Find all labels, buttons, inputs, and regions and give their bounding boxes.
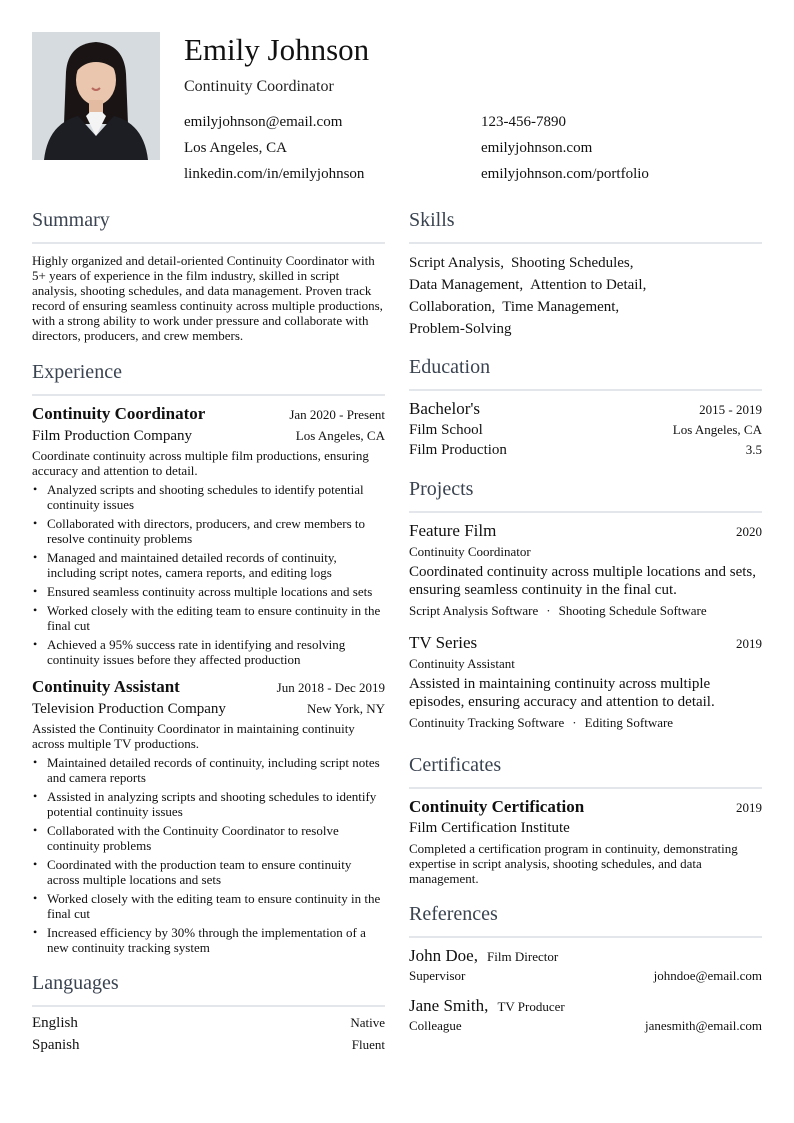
reference-relation: Colleague: [409, 1018, 462, 1033]
skills-list: [409, 252, 762, 340]
summary-text: Highly organized and detail-oriented Continuity Coordinator with 5+ years of experience in the film industry, skilled in script analysis, shooting schedules, and data management. Proven track record of ensuring seamless continuity across multiple productions, with a strong ability to work under pressure and collaborate with directors, producers, and crew members.: [32, 253, 383, 343]
summary-heading: Summary: [32, 206, 385, 244]
project-entry: [409, 521, 762, 619]
education-heading: Education: [409, 353, 762, 391]
projects-heading: Projects: [409, 475, 762, 513]
job-description: Coordinate continuity across multiple film productions, ensuring accuracy and attention to detail.: [32, 448, 369, 478]
website-link[interactable]: emilyjohnson.com: [481, 140, 593, 156]
skill-item: Data Management,: [409, 277, 524, 293]
project-description: Coordinated continuity across multiple locations and sets, ensuring seamless continuity in the final cut.: [409, 564, 757, 598]
reference-name: John Doe,: [409, 946, 478, 965]
job-location: New York, NY: [306, 701, 385, 716]
experience-heading: Experience: [32, 358, 385, 396]
job-company: Television Production Company: [32, 701, 226, 717]
skill-item: Attention to Detail,: [530, 277, 647, 293]
job-bullet: • Increased efficiency by 30% through the implementation of a new continuity tracking system: [32, 925, 385, 955]
project-tools: [409, 603, 762, 619]
right-column: [409, 206, 762, 1034]
separator-dot: ·: [546, 603, 551, 618]
email-link[interactable]: emilyjohnson@email.com: [184, 114, 343, 130]
certificate-year: 2019: [736, 800, 762, 815]
project-role: Continuity Assistant: [409, 656, 515, 671]
skill-item: Script Analysis,: [409, 255, 505, 271]
language-level: Fluent: [351, 1037, 385, 1052]
experience-section: [32, 358, 385, 955]
project-year: 2019: [736, 636, 762, 651]
skill-item: Shooting Schedules,: [511, 255, 634, 271]
job-location: Los Angeles, CA: [295, 428, 385, 443]
job-bullet: • Collaborated with directors, producers, and crew members to resolve continuity problems: [32, 516, 385, 546]
job-bullet: • Collaborated with the Continuity Coordinator to resolve continuity problems: [32, 823, 385, 853]
education-degree: Bachelor's: [409, 399, 481, 418]
education-school: Film School: [409, 422, 483, 438]
job-bullet: • Worked closely with the editing team to ensure continuity in the final cut: [32, 891, 385, 921]
certificates-section: [409, 751, 762, 886]
job-company: Film Production Company: [32, 428, 193, 444]
profile-photo: [32, 32, 160, 160]
project-tools: [409, 715, 762, 731]
references-section: [409, 900, 762, 1034]
education-gpa: 3.5: [745, 442, 762, 457]
job-bullet: • Assisted in analyzing scripts and shooting schedules to identify potential continuity issues: [32, 789, 385, 819]
candidate-name: Emily Johnson: [184, 32, 370, 67]
summary-section: [32, 206, 385, 343]
languages-section: [32, 969, 385, 1054]
job-description: Assisted the Continuity Coordinator in maintaining continuity across multiple TV productions.: [32, 721, 355, 751]
skill-item: Time Management,: [502, 299, 620, 315]
projects-section: [409, 475, 762, 731]
job-bullets: [32, 755, 385, 955]
references-heading: References: [409, 900, 762, 938]
skill-item: Problem-Solving: [409, 321, 512, 337]
job-dates: Jan 2020 - Present: [289, 407, 385, 422]
project-tool: Shooting Schedule Software: [558, 603, 707, 618]
job-dates: Jun 2018 - Dec 2019: [276, 680, 385, 695]
phone-number[interactable]: 123-456-7890: [481, 114, 566, 130]
education-location: Los Angeles, CA: [672, 422, 762, 437]
job-bullet: • Coordinated with the production team to ensure continuity across multiple locations and sets: [32, 857, 385, 887]
linkedin-link[interactable]: linkedin.com/in/emilyjohnson: [184, 166, 365, 182]
job-bullet: • Ensured seamless continuity across multiple locations and sets: [32, 584, 385, 599]
job-role: Continuity Assistant: [32, 677, 180, 696]
project-name: Feature Film: [409, 521, 497, 540]
location: Los Angeles, CA: [184, 140, 287, 156]
project-role: Continuity Coordinator: [409, 544, 531, 559]
reference-position: TV Producer: [497, 999, 565, 1014]
reference-entry: [409, 996, 762, 1034]
education-dates: 2015 - 2019: [699, 402, 762, 417]
certificate-description: Completed a certification program in continuity, demonstrating expertise in script analysis, shooting schedules, and data management.: [409, 841, 738, 886]
project-name: TV Series: [409, 633, 478, 652]
portfolio-link[interactable]: emilyjohnson.com/portfolio: [481, 166, 649, 182]
job-bullet: • Maintained detailed records of continuity, including script notes and camera reports: [32, 755, 385, 785]
job-bullet: • Managed and maintained detailed records of continuity, including script notes, camera reports, and editing logs: [32, 550, 385, 580]
reference-relation: Supervisor: [409, 968, 466, 983]
certificate-name: Continuity Certification: [409, 797, 585, 816]
project-tool: Script Analysis Software: [409, 603, 539, 618]
job-entry: [32, 404, 385, 667]
job-entry: [32, 677, 385, 955]
job-bullet: • Achieved a 95% success rate in identifying and resolving continuity issues before they affected production: [32, 637, 385, 667]
reference-entry: [409, 946, 762, 984]
job-bullet: • Worked closely with the editing team to ensure continuity in the final cut: [32, 603, 385, 633]
job-bullet: • Analyzed scripts and shooting schedules to identify potential continuity issues: [32, 482, 385, 512]
reference-name: Jane Smith,: [409, 996, 489, 1015]
certificate-issuer: Film Certification Institute: [409, 820, 570, 836]
certificates-heading: Certificates: [409, 751, 762, 789]
languages-heading: Languages: [32, 969, 385, 1007]
education-field: Film Production: [409, 442, 507, 458]
project-description: Assisted in maintaining continuity across multiple episodes, ensuring accuracy and attention to detail.: [409, 676, 715, 710]
reference-position: Film Director: [487, 949, 559, 964]
candidate-title: Continuity Coordinator: [184, 78, 334, 95]
education-section: [409, 353, 762, 459]
language-level: Native: [350, 1015, 385, 1030]
project-year: 2020: [736, 524, 762, 539]
project-entry: [409, 633, 762, 731]
language-name: Spanish: [32, 1037, 80, 1053]
language-name: English: [32, 1015, 78, 1031]
job-role: Continuity Coordinator: [32, 404, 206, 423]
skills-heading: Skills: [409, 206, 762, 244]
left-column: [32, 206, 385, 1054]
skill-item: Collaboration,: [409, 299, 496, 315]
reference-email[interactable]: johndoe@email.com: [653, 968, 762, 983]
reference-email[interactable]: janesmith@email.com: [644, 1018, 762, 1033]
project-tool: Continuity Tracking Software: [409, 715, 565, 730]
job-bullets: [32, 482, 385, 667]
skills-section: [409, 206, 762, 340]
project-tool: Editing Software: [584, 715, 674, 730]
separator-dot: ·: [572, 715, 577, 730]
